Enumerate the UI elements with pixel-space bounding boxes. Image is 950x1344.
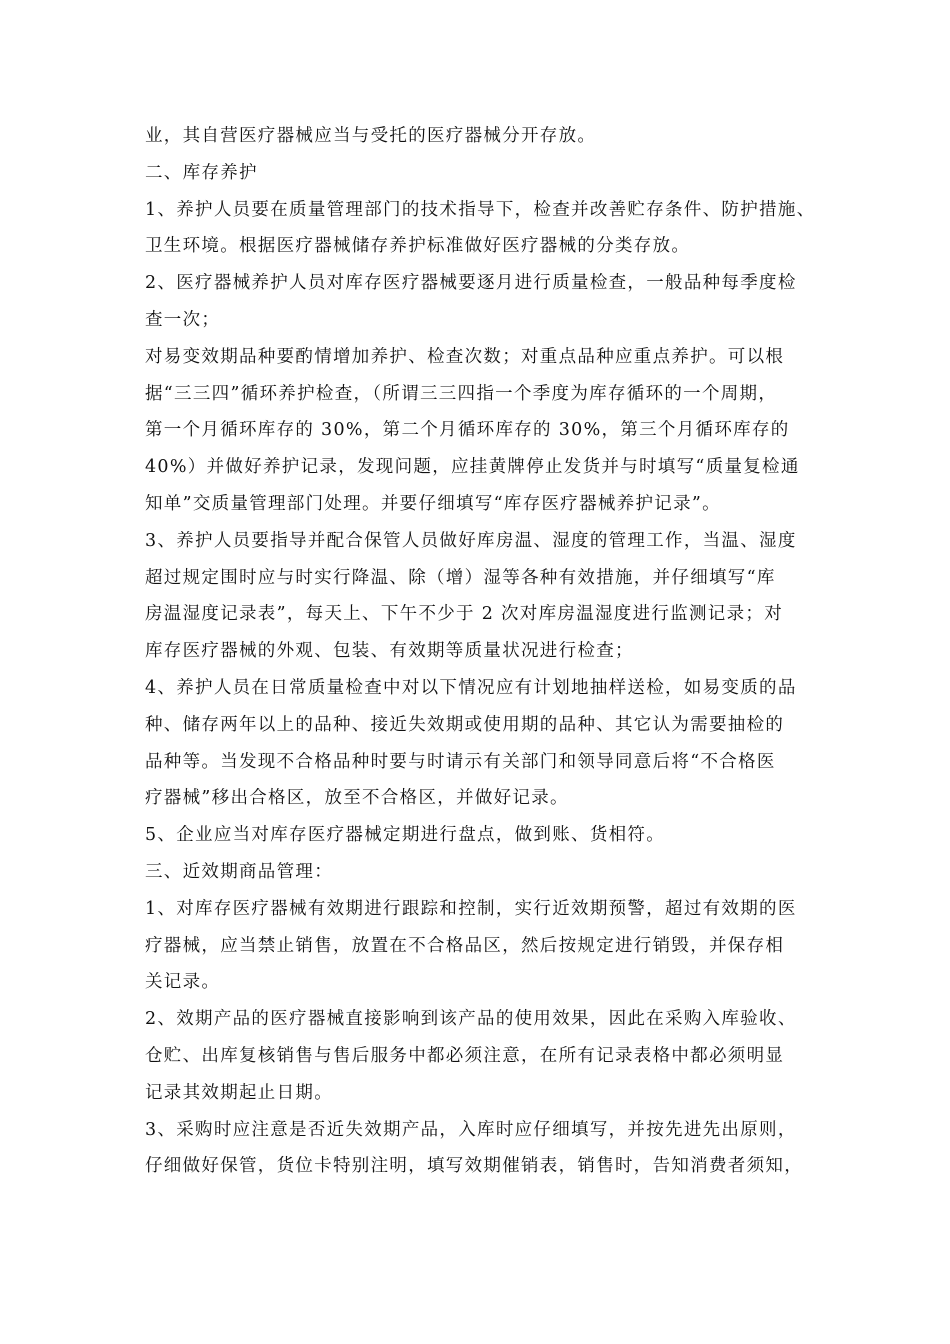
text-line: 查一次； [145,309,221,330]
text-line: 2、医疗器械养护人员对库存医疗器械要逐月进行质量检查，一般品种每季度检 [145,273,797,294]
text-line: 3、养护人员要指导并配合保管人员做好库房温、湿度的管理工作，当温、湿度 [145,530,797,551]
text-line: 仔细做好保管，货位卡特别注明，填写效期催销表，销售时，告知消费者须知， [145,1156,803,1177]
text-line: 记录其效期起止日期。 [145,1082,333,1103]
text-line: 品种等。当发现不合格品种时要与时请示有关部门和领导同意后将“不合格医 [145,751,776,772]
section-heading: 三、近效期商品管理： [145,861,333,882]
text-line: 4、养护人员在日常质量检查中对以下情况应有计划地抽样送检，如易变质的品 [145,677,797,698]
text-line: 库存医疗器械的外观、包装、有效期等质量状况进行检查； [145,641,634,662]
section-heading: 二、库存养护 [145,162,258,183]
text-line: 40%）并做好养护记录，发现问题，应挂黄牌停止发货并与时填写“质量复检通 [145,457,800,478]
text-line: 1、对库存医疗器械有效期进行跟踪和控制，实行近效期预警，超过有效期的医 [145,898,797,919]
text-line: 2、效期产品的医疗器械直接影响到该产品的使用效果，因此在采购入库验收、 [145,1009,797,1030]
text-line: 超过规定围时应与时实行降温、除（增）湿等各种有效措施，并仔细填写“库 [145,567,776,588]
text-line: 种、储存两年以上的品种、接近失效期或使用期的品种、其它认为需要抽检的 [145,714,785,735]
document-body [145,118,815,1185]
text-line: 据“三三四”循环养护检查，（所谓三三四指一个季度为库存循环的一个周期， [145,383,778,404]
text-line: 房温湿度记录表”，每天上、下午不少于 2 次对库房温湿度进行监测记录；对 [145,604,784,625]
text-line: 第一个月循环库存的 30%，第二个月循环库存的 30%，第三个月循环库存的 [145,420,790,441]
text-line: 仓贮、出库复核销售与售后服务中都必须注意，在所有记录表格中都必须明显 [145,1045,785,1066]
text-line: 对易变效期品种要酌情增加养护、检查次数；对重点品种应重点养护。可以根 [145,346,785,367]
text-line: 疗器械”移出合格区，放至不合格区，并做好记录。 [145,788,569,809]
text-line: 关记录。 [145,972,221,993]
text-line: 1、养护人员要在质量管理部门的技术指导下，检查并改善贮存条件、防护措施、 [145,199,815,220]
text-line: 业，其自营医疗器械应当与受托的医疗器械分开存放。 [145,126,597,146]
text-line: 卫生环境。根据医疗器械储存养护标准做好医疗器械的分类存放。 [145,236,691,257]
text-line: 5、企业应当对库存医疗器械定期进行盘点，做到账、货相符。 [145,825,666,846]
text-line: 3、采购时应注意是否近失效期产品，入库时应仔细填写，并按先进先出原则， [145,1119,797,1140]
text-line: 疗器械，应当禁止销售，放置在不合格品区，然后按规定进行销毁，并保存相 [145,935,785,956]
text-line: 知单”交质量管理部门处理。并要仔细填写“库存医疗器械养护记录”。 [145,493,721,514]
